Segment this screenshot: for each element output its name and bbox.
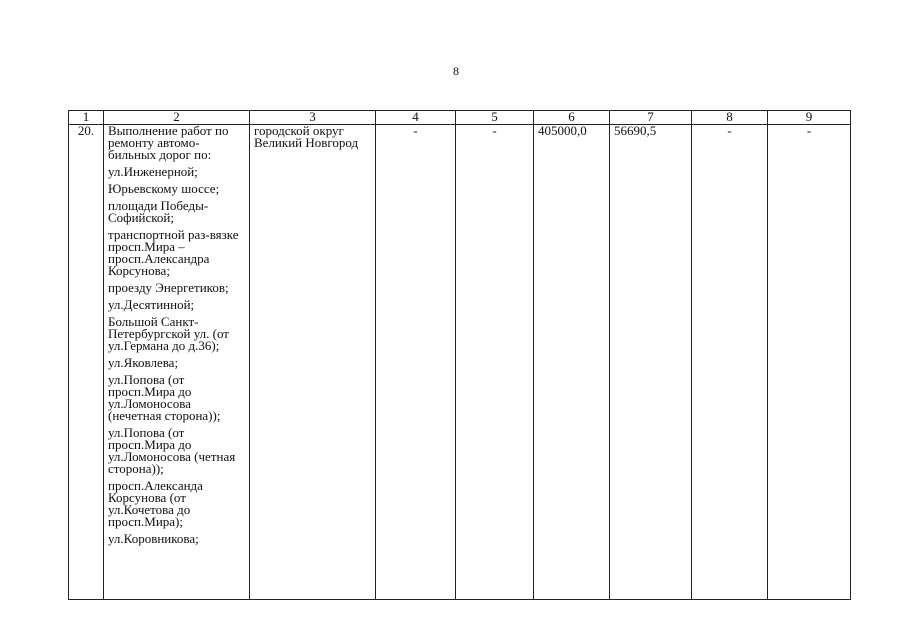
col7-cell: 56690,5 [610, 125, 692, 600]
street-item: ул.Коровникова; [108, 531, 199, 546]
col8-cell: - [692, 125, 768, 600]
street-item: Большой Санкт-Петербургской ул. (от ул.Германа до д.36); [108, 314, 229, 353]
street-item: просп.Александа Корсунова (от ул.Кочетова до просп.Мира); [108, 478, 203, 529]
col6-cell: 405000,0 [534, 125, 610, 600]
col4-cell: - [376, 125, 456, 600]
column-header: 9 [768, 111, 851, 125]
street-item: ул.Десятинной; [108, 297, 195, 312]
col5-cell: - [456, 125, 534, 600]
street-item: ул.Попова (от просп.Мира до ул.Ломоносова (нечетная сторона)); [108, 372, 221, 423]
street-item: ул.Попова (от просп.Мира до ул.Ломоносова (четная сторона)); [108, 425, 236, 476]
column-header: 3 [250, 111, 376, 125]
column-header: 5 [456, 111, 534, 125]
territory-cell: городской округ Великий Новгород [250, 125, 376, 600]
column-header: 6 [534, 111, 610, 125]
table-row [69, 125, 851, 600]
street-item: Юрьевскому шоссе; [108, 181, 220, 196]
street-item: проезду Энергетиков; [108, 280, 229, 295]
page-number: 8 [453, 64, 459, 78]
column-header: 8 [692, 111, 768, 125]
row-number: 20. [69, 125, 104, 600]
works-table [68, 110, 851, 600]
street-item: ул.Яковлева; [108, 355, 179, 370]
column-header: 4 [376, 111, 456, 125]
street-item: площади Победы-Софийской; [108, 198, 209, 225]
work-description-cell [104, 125, 250, 600]
col9-cell: - [768, 125, 851, 600]
column-header: 7 [610, 111, 692, 125]
street-item: ул.Инженерной; [108, 164, 198, 179]
street-item: транспортной раз-вязке просп.Мира – просп.Александра Корсунова; [108, 227, 239, 278]
column-header: 2 [104, 111, 250, 125]
work-description-line: Выполнение работ по ремонту автомо-бильных дорог по: [108, 123, 229, 162]
column-header: 1 [69, 111, 104, 125]
